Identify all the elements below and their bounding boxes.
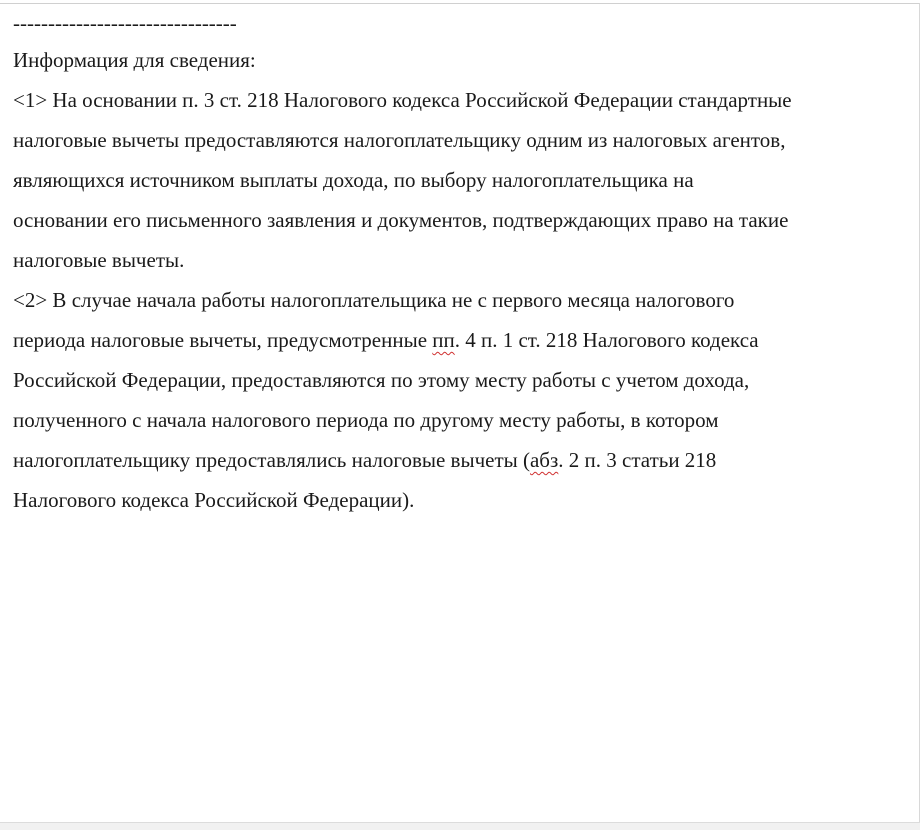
note-2-line-3: Российской Федерации, предоставляются по этому месту работы с учетом дохода, [13,368,750,392]
note-1-line-1: <1> На основании п. 3 ст. 218 Налогового кодекса Российской Федерации стандартные [13,88,792,112]
spellcheck-flagged-word[interactable]: абз [529,448,559,472]
note-1-line-4: основании его письменного заявления и документов, подтверждающих право на такие [13,208,789,232]
page-gap-strip [0,822,920,830]
separator-line: -------------------------------- [13,11,237,35]
spellcheck-flagged-word[interactable]: пп [432,328,455,352]
note-2-line-4: полученного с начала налогового периода по другому месту работы, в котором [13,408,719,432]
note-2-line-2-start: периода налоговые вычеты, предусмотренные [13,328,433,352]
note-2-line-2-end: . 4 п. 1 ст. 218 Налогового кодекса [454,328,759,352]
note-2-line-5-end: . 2 п. 3 статьи 218 [558,448,717,472]
note-1-line-2: налоговые вычеты предоставляются налогоплательщику одним из налоговых агентов, [13,128,786,152]
note-1-line-5: налоговые вычеты. [13,248,185,272]
document-page[interactable] [0,3,920,824]
note-2-line-1: <2> В случае начала работы налогоплательщика не с первого месяца налогового [13,288,735,312]
document-body[interactable] [13,11,903,527]
note-2-line-5 [13,447,903,487]
note-1-line-3: являющихся источником выплаты дохода, по выбору налогоплательщика на [13,168,694,192]
note-2-line-2 [13,327,903,367]
note-2-line-6: Налогового кодекса Российской Федерации). [13,488,415,512]
note-2-line-5-start: налогоплательщику предоставлялись налоговые вычеты ( [13,448,530,472]
info-heading: Информация для сведения: [13,48,256,72]
